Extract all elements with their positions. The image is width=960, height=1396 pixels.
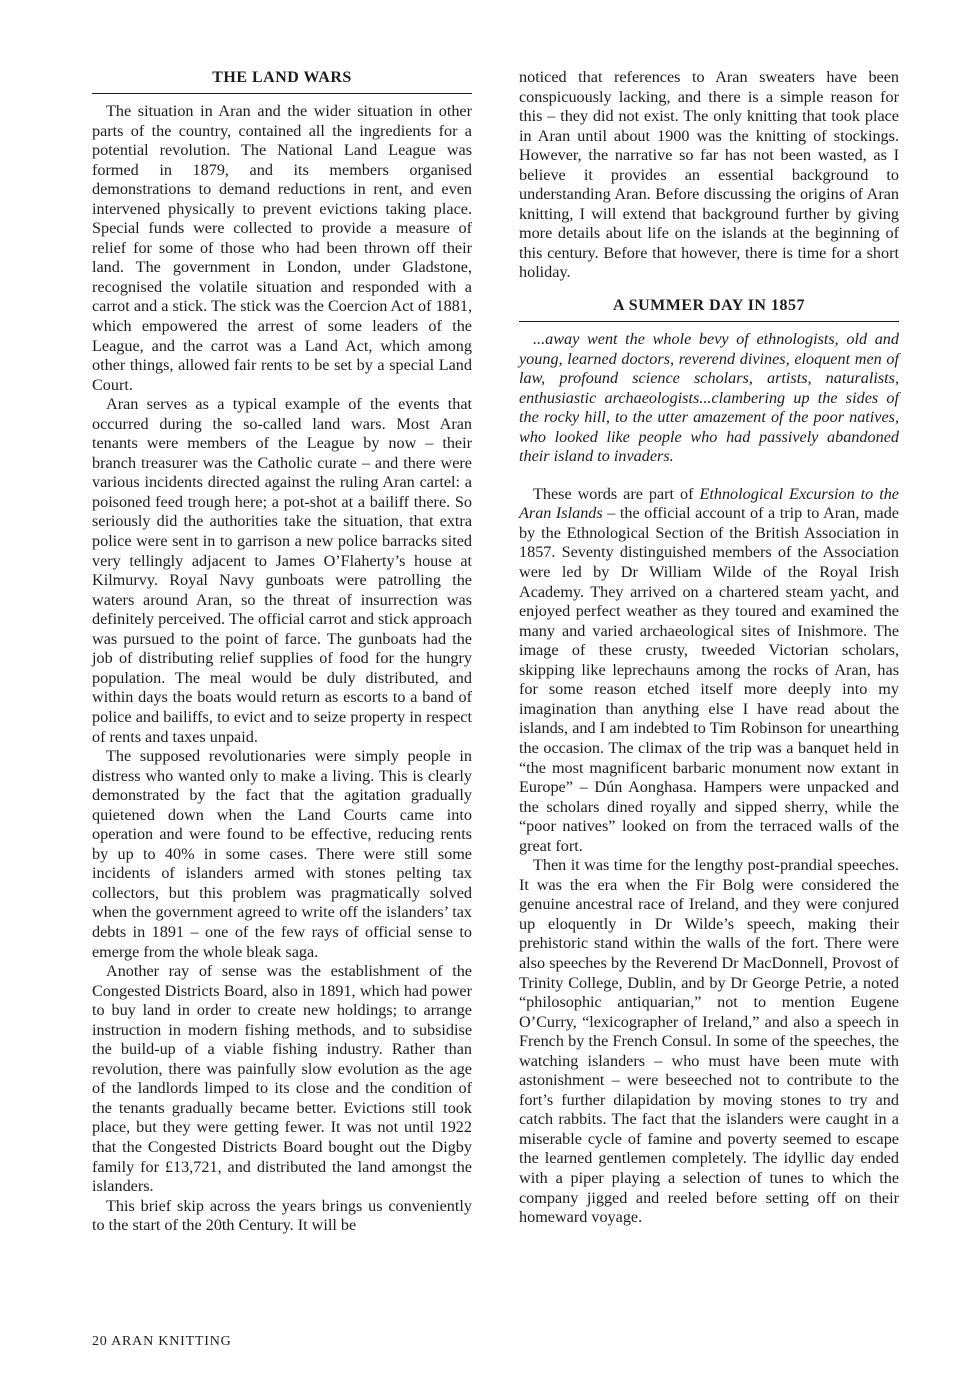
paragraph: Aran serves as a typical example of the events that occurred during the so-called land wars. Most Aran tenants were members of the League by now – their branch treasurer was the Catholic curate – and there were various incidents directed against the ruling Aran cartel: a poisoned feed trough here; a pot-shot at a bailiff there. So seriously did the authorities take the situation, that extra police were sent in to garrison a new police barracks sited very tellingly adjacent to James O’Flaherty’s house at Kilmurvy. Royal Navy gunboats were patrolling the waters around Aran, so the threat of insurrection was definitely perceived. The official carrot and stick approach was pursued to the point of farce. The gunboats had the job of distributing relief supplies of food for the hungry population. The meal would be duly distributed, and within days the boats would return as escorts to a band of police and bailiffs, to evict and to seize property in respect of rents and taxes unpaid.: [92, 395, 472, 746]
heading-rule: [519, 321, 899, 322]
paragraph: The supposed revolutionaries were simply people in distress who wanted only to make a living. This is clearly demonstrated by the fact that the agitation gradually quietened down when the Land Courts came into operation and were found to be effective, reducing rents by up to 40% in some cases. There were still some incidents of islanders armed with stones pelting tax collectors, but this problem was pragmatically solved when the government agreed to write off the islanders’ tax debts in 1891 – one of the few rays of official sense to emerge from the whole bleak saga.: [92, 747, 472, 961]
paragraph: The situation in Aran and the wider situation in other parts of the country, contained all the ingredients for a potential revolution. The National Land League was formed in 1879, and its members organised demonstrations to demand reductions in rent, and even intervened physically to prevent evictions taking place. Special funds were collected to provide a measure of relief for some of those who had been thrown off their land. The government in London, under Gladstone, recognised the volatile situation and responded with a carrot and a stick. The stick was the Coercion Act of 1881, which empowered the arrest of some leaders of the League, and the carrot was a Land Act, which among other things, allowed fair rents to be set by a special Land Court.: [92, 102, 472, 394]
left-column: [92, 68, 472, 1236]
right-column: [519, 68, 899, 1228]
epigraph-quote: ...away went the whole bevy of ethnologists, old and young, learned doctors, reverend divines, eloquent men of law, profound science scholars, artists, naturalists, enthusiastic archaeologists...clambering up the sides of the rocky hill, to the utter amazement of the poor natives, who looked like people who had passively abandoned their island to invaders.: [519, 330, 899, 466]
page-folio: 20 ARAN KNITTING: [92, 1334, 232, 1349]
continuation-paragraph: noticed that references to Aran sweaters have been conspicuously lacking, and there is a simple reason for this – they did not exist. The only knitting that took place in Aran until about 1900 was the knitting of stockings. However, the narrative so far has not been wasted, as I believe it provides an essential background to understanding Aran. Before discussing the origins of Aran knitting, I will extend that background further by giving more details about life on the islands at the beginning of this century. Before that however, there is time for a short holiday.: [519, 68, 899, 282]
paragraph-text: These words are part of: [533, 484, 700, 503]
paragraph: [519, 485, 899, 856]
paragraph: Then it was time for the lengthy post-prandial speeches. It was the era when the Fir Bolg were considered the genuine ancestral race of Ireland, and they were conjured up eloquently in Dr Wilde’s speech, making their prehistoric stand within the walls of the fort. There were also speeches by the Reverend Dr MacDonnell, Provost of Trinity College, Dublin, and by Dr George Petrie, a noted “philosophic antiquarian,” not to mention Eugene O’Curry, “lexicographer of Ireland,” and also a speech in French by the French Consul. In some of the speeches, the watching islanders – who must have been mute with astonishment – were beseeched not to contribute to the fort’s further dilapidation by moving stones to try and catch rabbits. The fact that the islanders were caught in a miserable cycle of famine and poverty seemed to escape the learned gentlemen completely. The idyllic day ended with a piper playing a selection of tunes to which the company jigged and reeled before setting off on their homeward voyage.: [519, 856, 899, 1227]
section-heading-summer-day: A SUMMER DAY IN 1857: [613, 297, 805, 315]
heading-rule: [92, 93, 472, 94]
section-heading-land-wars: THE LAND WARS: [212, 69, 352, 86]
paragraph: This brief skip across the years brings us conveniently to the start of the 20th Century. It will be: [92, 1196, 472, 1235]
book-title: Ethnological Excursion to the Aran Islands: [519, 484, 899, 523]
paragraph: Another ray of sense was the establishment of the Congested Districts Board, also in 1891, which had power to buy land in order to create new holdings; to arrange instruction in modern fishing methods, and to subsidise the build-up of a viable fishing industry. Rather than revolution, there was painfully slow evolution as the age of the landlords limped to its close and the condition of the tenants gradually became better. Evictions still took place, but they were getting fewer. It was not until 1922 that the Congested Districts Board bought out the Digby family for £13,721, and distributed the land amongst the islanders.: [92, 962, 472, 1196]
paragraph-text: – the official account of a trip to Aran, made by the Ethnological Section of the British Association in 1857. Seventy distinguished members of the Association were led by Dr William Wilde of the Royal Irish Academy. They arrived on a chartered steam yacht, and enjoyed perfect weather as they toured and examined the many and varied archaeological sites of Inishmore. The image of these crusty, tweeded Victorian scholars, skipping like leprechauns among the rocks of Aran, has for some reason etched itself more deeply into my imagination than anything else I have read about the islands, and I am indebted to Tim Robinson for unearthing the occasion. The climax of the trip was a banquet held in “the most magnificent barbaric monument now extant in Europe” – Dún Aonghasa. Hampers were unpacked and the scholars dined royally and sipped sherry, while the “poor natives” looked on from the terraced walls of the great fort.: [519, 504, 899, 855]
